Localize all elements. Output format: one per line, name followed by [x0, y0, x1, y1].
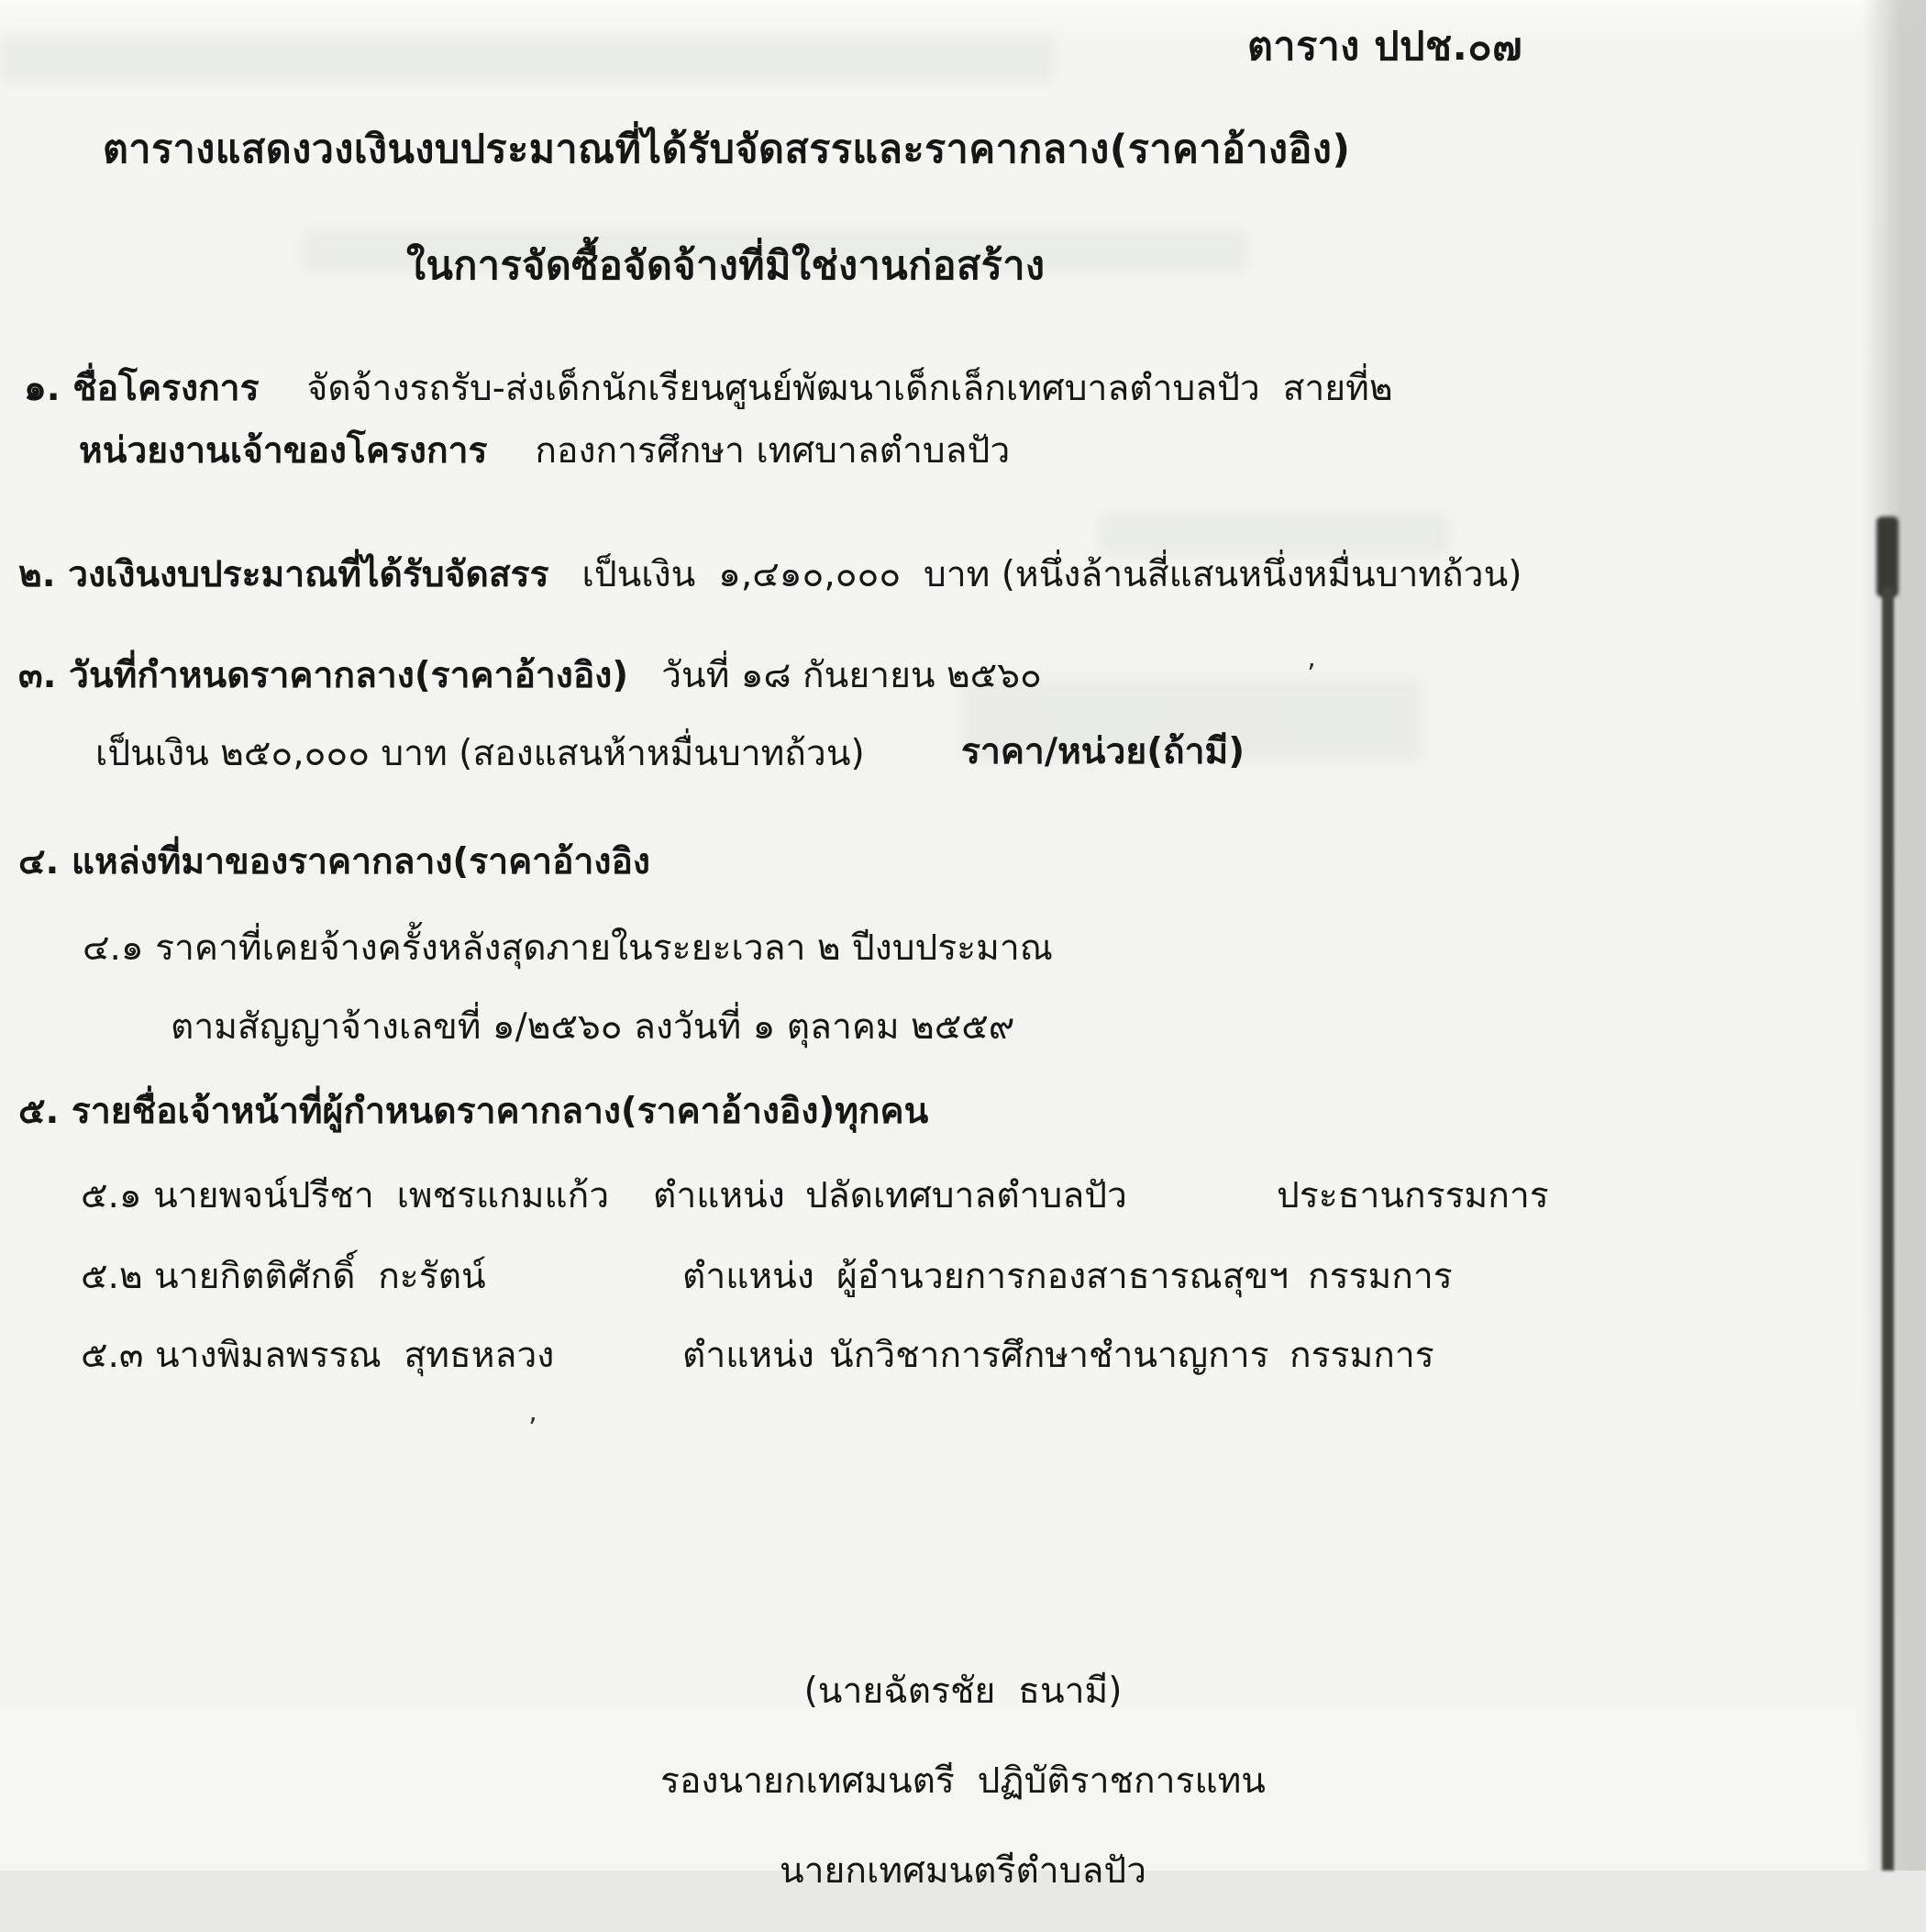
- member-role: กรรมการ: [1290, 1335, 1434, 1376]
- member-number-name: ๕.๓ นางพิมลพรรณ สุทธหลวง: [81, 1335, 555, 1376]
- signature-block: [587, 1662, 1339, 1932]
- scan-speck: ’: [528, 1413, 537, 1445]
- item3-value: วันที่ ๑๘ กันยายน ๒๕๖๐: [661, 655, 1042, 696]
- item3-amount-line: เป็นเงิน ๒๕๐,๐๐๐ บาท (สองแสนห้าหมื่นบาทถ้วน): [95, 733, 865, 774]
- member-number-name: ๕.๒ นายกิตติศักดิ์ กะรัตน์: [81, 1256, 486, 1297]
- item1-value: จัดจ้างรถรับ-ส่งเด็กนักเรียนศูนย์พัฒนาเด็กเล็กเทศบาลตำบลปัว สายที่๒: [306, 368, 1393, 409]
- item2-label: ๒. วงเงินงบประมาณที่ได้รับจัดสรร: [18, 554, 549, 595]
- scan-dark-line: [1882, 587, 1894, 1871]
- item4-sub2: ตามสัญญาจ้างเลขที่ ๑/๒๕๖๐ ลงวันที่ ๑ ตุลาคม ๒๕๕๙: [171, 1006, 1015, 1048]
- item1-project-line: [24, 360, 1393, 416]
- signatory-title: รองนายกเทศมนตรี ปฏิบัติราชการแทน: [660, 1760, 1266, 1802]
- member-position: นักวิชาการศึกษาชำนาญการ: [829, 1335, 1269, 1376]
- signatory-name: (นายฉัตรชัย ธนามี): [803, 1671, 1123, 1712]
- item1-label: ๑. ชื่อโครงการ: [24, 368, 260, 409]
- scan-speck: ’: [1307, 659, 1316, 691]
- document-title-line2: ในการจัดซื้อจัดจ้างที่มิใช่งานก่อสร้าง: [406, 243, 1046, 289]
- document-title-line1: ตารางแสดงวงเงินงบประมาณที่ได้รับจัดสรรและราคากลาง(ราคาอ้างอิง): [103, 127, 1351, 172]
- scan-ghost-artifact: [0, 37, 1055, 83]
- member-position-label: ตำแหน่ง: [653, 1175, 785, 1216]
- item5-label: ๕. รายชื่อเจ้าหน้าที่ผู้กำหนดราคากลาง(ราคาอ้างอิง)ทุกคน: [18, 1091, 929, 1132]
- item3-label: ๓. วันที่กำหนดราคากลาง(ราคาอ้างอิง): [18, 655, 629, 696]
- item1-owner-value: กองการศึกษา เทศบาลตำบลปัว: [535, 430, 1011, 472]
- form-code: ตาราง ปปช.๐๗: [1247, 24, 1522, 70]
- item1-owner-line: [79, 422, 1010, 479]
- member-position: ปลัดเทศบาลตำบลปัว: [805, 1175, 1127, 1216]
- member-position-label: ตำแหน่ง: [682, 1256, 814, 1297]
- item3-date-line: [18, 647, 1042, 704]
- member-number-name: ๕.๑ นายพจน์ปรีชา เพชรแกมแก้ว: [81, 1175, 610, 1216]
- member-position: ผู้อำนวยการกองสาธารณสุขฯ: [836, 1256, 1290, 1297]
- member-role: ประธานกรรมการ: [1277, 1175, 1549, 1216]
- item2-budget-line: [18, 546, 1522, 603]
- scan-dark-blob: [1876, 516, 1898, 597]
- scan-edge-shadow: [1862, 0, 1926, 1871]
- item4-sub1: ๔.๑ ราคาที่เคยจ้างครั้งหลังสุดภายในระยะเวลา ๒ ปีงบประมาณ: [83, 927, 1053, 969]
- item1-owner-label: หน่วยงานเจ้าของโครงการ: [79, 430, 488, 472]
- member-position-label: ตำแหน่ง: [682, 1335, 814, 1376]
- item3-unit-price-label: ราคา/หน่วย(ถ้ามี): [961, 731, 1245, 772]
- member-role: กรรมการ: [1308, 1256, 1453, 1297]
- signatory-on-behalf-of: นายกเทศมนตรีตำบลปัว: [780, 1850, 1146, 1892]
- item2-value: เป็นเงิน ๑,๔๑๐,๐๐๐ บาท (หนึ่งล้านสี่แสนหนึ่งหมื่นบาทถ้วน): [581, 554, 1522, 595]
- item4-label: ๔. แหล่งที่มาของราคากลาง(ราคาอ้างอิง: [18, 841, 650, 883]
